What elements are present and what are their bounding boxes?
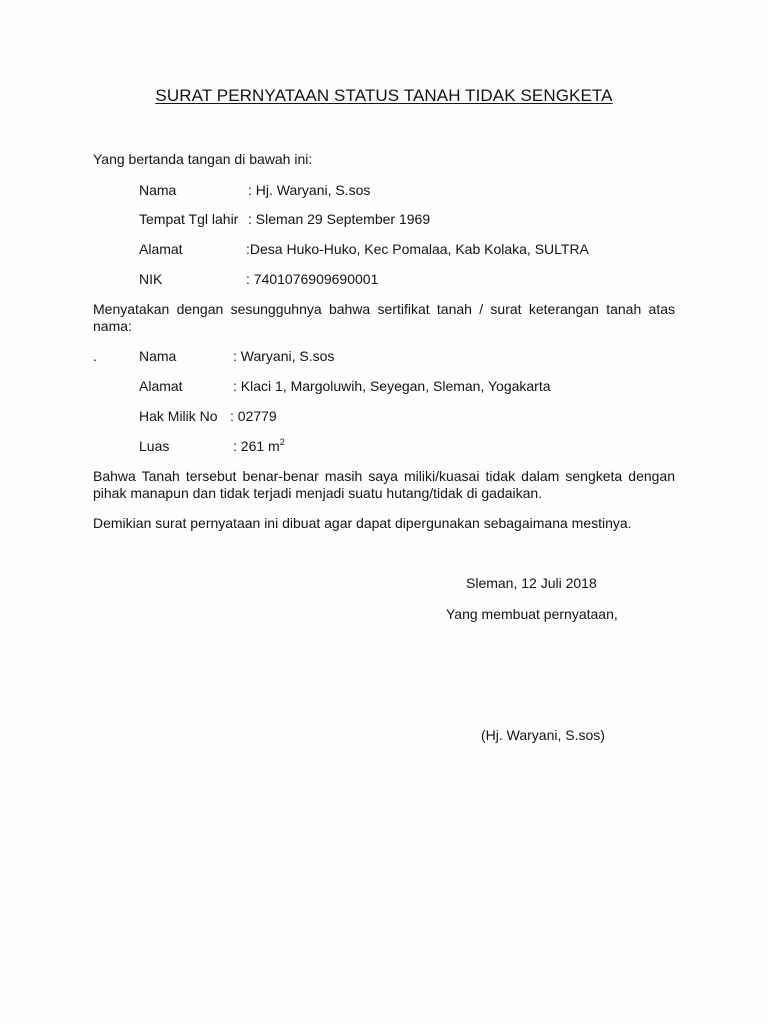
signer-nama-label: Nama [139,182,177,198]
owner-hak-milik-value: : 02779 [230,408,277,424]
signer-nama-value: : Hj. Waryani, S.sos [248,182,371,198]
owner-alamat-label: Alamat [139,378,183,394]
signer-nik-value: : 7401076909690001 [246,271,379,287]
owner-luas-label: Luas [139,438,170,454]
owner-luas-value [233,438,285,455]
owner-bullet: . [93,348,97,364]
document-title: SURAT PERNYATAAN STATUS TANAH TIDAK SENGKETA [155,86,613,105]
signer-ttl-value: : Sleman 29 September 1969 [248,211,431,227]
signer-alamat-value: :Desa Huko-Huko, Kec Pomalaa, Kab Kolaka, SULTRA [246,241,589,257]
signature-name: (Hj. Waryani, S.sos) [481,727,605,743]
statement-paragraph: Menyatakan dengan sesungguhnya bahwa sertifikat tanah / surat keterangan tanah atas nama: [93,301,675,334]
owner-nama-value: : Waryani, S.sos [233,348,335,364]
signer-nik-label: NIK [139,271,163,287]
luas-number: : 261 m [233,438,280,454]
luas-superscript: 2 [279,437,285,447]
intro-text: Yang bertanda tangan di bawah ini: [93,151,313,167]
place-date: Sleman, 12 Juli 2018 [466,575,597,591]
owner-alamat-value: : Klaci 1, Margoluwih, Seyegan, Sleman, Yogakarta [233,378,551,394]
declaration-paragraph: Bahwa Tanah tersebut benar-benar masih saya miliki/kuasai tidak dalam sengketa dengan pihak manapun dan tidak terjadi menjadi suatu hutang/tidak di gadaikan. [93,468,675,501]
closing-paragraph: Demikian surat pernyataan ini dibuat agar dapat dipergunakan sebagaimana mestinya. [93,515,632,531]
signer-caption: Yang membuat pernyataan, [446,606,618,622]
signer-alamat-label: Alamat [139,241,183,257]
signer-ttl-label: Tempat Tgl lahir [139,211,239,227]
owner-hak-milik-label: Hak Milik No [139,408,218,424]
owner-nama-label: Nama [139,348,177,364]
